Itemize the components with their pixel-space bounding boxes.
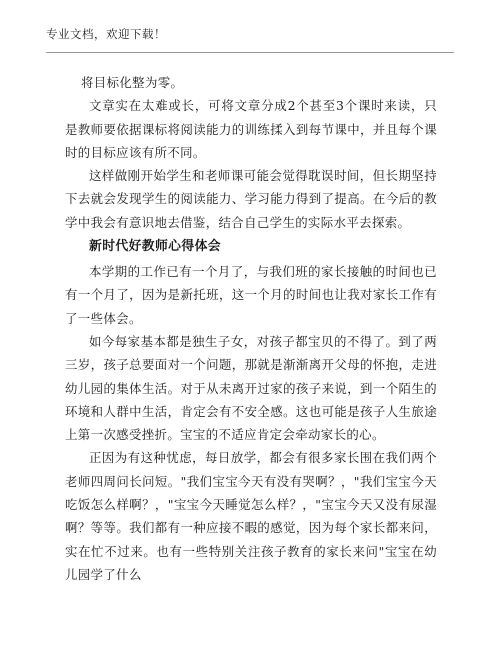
document-body [65, 71, 437, 586]
paragraph: 正因为有这种忧虑，每日放学，都会有很多家长围在我们两个老师四周问长问短。"我们宝宝今天有没有哭啊？，"我们宝宝今天吃饭怎么样啊？，"宝宝今天睡觉怎么样？，"宝宝今天又没有尿湿啊？等等。我们都有一种应接不暇的感觉，因为每个家长都来问，实在忙不过来。也有一些特别关注孩子教育的家长来问"宝宝在幼儿园学了什么 [65, 450, 437, 582]
section-title: 新时代好教师心得体会 [89, 239, 221, 255]
paragraph: 将目标化整为零。 [81, 75, 184, 90]
page-header: 专业文档，欢迎下载！ [46, 27, 166, 41]
paragraph: 本学期的工作已有一个月了，与我们班的家长接触的时间也已有一个月了，因为是新托班，这一个月的时间也让我对家长工作有了一些体会。 [65, 264, 437, 326]
paragraph: 文章实在太难或长，可将文章分成2个甚至3个课时来读，只是教师要依据课标将阅读能力的训练揉入到每节课中，并且每个课时的目标应该有所不同。 [65, 98, 437, 160]
header-divider [46, 52, 454, 53]
paragraph: 这样做刚开始学生和老师课可能会觉得耽误时间，但长期坚持下去就会发现学生的阅读能力、学习能力得到了提高。在今后的教学中我会有意识地去借鉴，结合自己学生的实际水平去探索。 [65, 168, 437, 230]
paragraph: 如今每家基本都是独生子女，对孩子都宝贝的不得了。到了两三岁，孩子总要面对一个问题，那就是渐渐离开父母的怀抱，走进幼儿园的集体生活。对于从未离开过家的孩子来说，到一个陌生的环境和人群中生活，肯定会有不安全感。这也可能是孩子人生旅途上第一次感受挫折。宝宝的不适应肯定会牵动家长的心。 [65, 333, 437, 443]
